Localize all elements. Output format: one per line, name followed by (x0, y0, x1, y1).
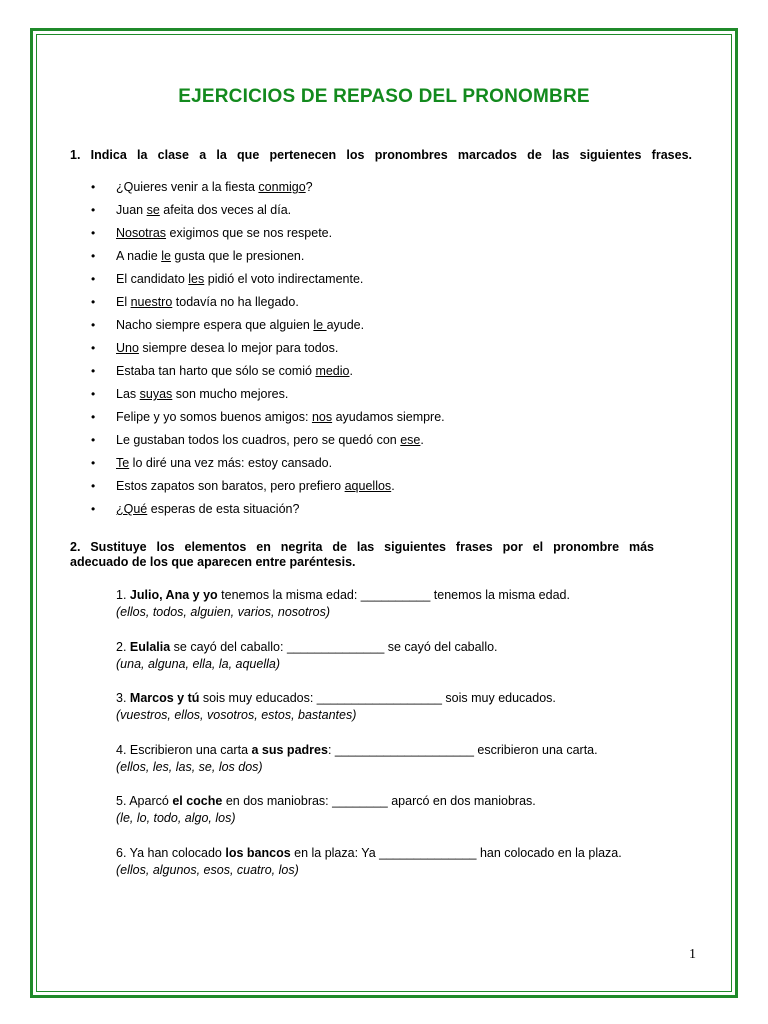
bullet-icon: • (91, 364, 96, 378)
item-number: 6. (116, 845, 130, 860)
exercise-2-list (116, 587, 622, 896)
list-item (88, 272, 445, 295)
sentence-text: ayude. (326, 318, 365, 332)
marked-pronoun: le (161, 249, 171, 263)
list-item (88, 364, 445, 387)
bullet-icon: • (91, 387, 96, 401)
page-number: 1 (689, 947, 696, 962)
sentence-text: siempre desea lo mejor para todos. (138, 341, 339, 355)
marked-pronoun: ¿Qué (116, 502, 148, 516)
list-item (88, 341, 445, 364)
sentence-text: todavía no ha llegado. (172, 295, 299, 309)
exercise-2-heading-line: adecuado de los que aparecen entre paréntesis. (70, 555, 356, 569)
list-item (88, 318, 445, 341)
bullet-icon: • (91, 249, 96, 263)
item-number: 4. (116, 742, 130, 757)
sentence-text: A nadie (116, 249, 162, 263)
marked-pronoun: les (188, 272, 205, 286)
sentence-text: . (420, 433, 424, 447)
bold-element: Julio, Ana y yo (129, 588, 218, 602)
sentence-text: : ____________________ escribieron una carta. (327, 742, 598, 757)
pronoun-options: (le, lo, todo, algo, los) (116, 811, 236, 825)
marked-pronoun: Nosotras (116, 226, 167, 240)
bold-element: a sus padres (251, 742, 328, 757)
marked-pronoun: conmigo (258, 180, 306, 194)
list-item (88, 433, 445, 456)
bullet-icon: • (91, 180, 96, 194)
sentence-text: ? (305, 180, 313, 194)
sentence-text: El candidato (116, 272, 189, 286)
list-item (88, 387, 445, 410)
exercise-sentence (116, 639, 622, 656)
pronoun-options: (ellos, les, las, se, los dos) (116, 759, 263, 774)
sentence-text: ¿Quieres venir a la fiesta (116, 180, 259, 194)
exercise-item (116, 742, 622, 794)
list-item (88, 249, 445, 272)
sentence-text: Aparcó (129, 794, 173, 808)
exercise-item (116, 587, 622, 639)
sentence-text: Las (116, 387, 140, 401)
list-item (88, 226, 445, 249)
sentence-text: El (116, 295, 131, 309)
sentence-text: se cayó del caballo: ______________ se cayó del caballo. (170, 639, 498, 654)
exercise-2-heading-line: 2. Sustituye los elementos en negrita de las siguientes frases por el pronombre más (70, 540, 654, 554)
exercise-item (116, 639, 622, 691)
marked-pronoun: Uno (116, 341, 139, 355)
bullet-icon: • (91, 410, 96, 424)
pronoun-options: (una, alguna, ella, la, aquella) (116, 656, 281, 671)
exercise-2-heading (70, 540, 654, 570)
bullet-icon: • (91, 433, 96, 447)
sentence-text: Juan (116, 203, 147, 217)
sentence-text: tenemos la misma edad: __________ tenemos la misma edad. (217, 588, 570, 602)
bullet-icon: • (91, 203, 96, 217)
sentence-text: Nacho siempre espera que alguien (116, 318, 314, 332)
item-number: 1. (116, 588, 130, 602)
pronoun-options: (ellos, algunos, esos, cuatro, los) (116, 862, 299, 877)
sentence-text: . (349, 364, 353, 378)
bullet-icon: • (91, 272, 96, 286)
marked-pronoun: ese (400, 433, 421, 447)
bullet-icon: • (91, 456, 96, 470)
exercise-item (116, 793, 622, 845)
sentence-text: son mucho mejores. (172, 387, 289, 401)
sentence-text: afeita dos veces al día. (159, 203, 292, 217)
marked-pronoun: nuestro (130, 295, 173, 309)
sentence-text: gusta que le presionen. (170, 249, 305, 263)
exercise-item (116, 845, 622, 897)
exercise-1-list (88, 180, 445, 525)
exercise-sentence (116, 587, 622, 604)
bullet-icon: • (91, 318, 96, 332)
bold-element: Eulalia (129, 639, 171, 654)
marked-pronoun: nos (311, 410, 333, 424)
list-item (88, 180, 445, 203)
sentence-text: ayudamos siempre. (332, 410, 445, 424)
sentence-text: Felipe y yo somos buenos amigos: (116, 410, 312, 424)
list-item (88, 479, 445, 502)
item-number: 3. (116, 691, 130, 705)
sentence-text: Escribieron una carta (129, 742, 252, 757)
sentence-text: Ya han colocado (129, 845, 226, 860)
item-number: 2. (116, 639, 130, 654)
marked-pronoun: suyas (139, 387, 173, 401)
exercise-sentence (116, 793, 622, 810)
list-item (88, 502, 445, 525)
bullet-icon: • (91, 479, 96, 493)
sentence-text: lo diré una vez más: estoy cansado. (129, 456, 333, 470)
sentence-text: Le gustaban todos los cuadros, pero se quedó con (116, 433, 401, 447)
exercise-sentence (116, 690, 622, 707)
pronoun-options: (ellos, todos, alguien, varios, nosotros) (116, 605, 330, 619)
list-item (88, 295, 445, 318)
exercise-sentence (116, 845, 622, 862)
sentence-text: Estaba tan harto que sólo se comió (116, 364, 316, 378)
sentence-text: en la plaza: Ya ______________ han colocado en la plaza. (290, 845, 622, 860)
bullet-icon: • (91, 226, 96, 240)
exercise-1-heading: 1. Indica la clase a la que pertenecen los pronombres marcados de las siguientes frases. (70, 148, 692, 162)
sentence-text: esperas de esta situación? (147, 502, 300, 516)
list-item (88, 456, 445, 479)
bullet-icon: • (91, 341, 96, 355)
marked-pronoun: medio (315, 364, 350, 378)
document-title: EJERCICIOS DE REPASO DEL PRONOMBRE (178, 86, 590, 107)
sentence-text: pidió el voto indirectamente. (204, 272, 364, 286)
marked-pronoun: se (146, 203, 160, 217)
exercise-item (116, 690, 622, 742)
item-number: 5. (116, 794, 130, 808)
bold-element: los bancos (225, 845, 291, 860)
marked-pronoun: aquellos (344, 479, 392, 493)
bullet-icon: • (91, 502, 96, 516)
bold-element: Marcos y tú (129, 691, 200, 705)
marked-pronoun: le (313, 318, 327, 332)
list-item (88, 410, 445, 433)
pronoun-options: (vuestros, ellos, vosotros, estos, bastantes) (116, 708, 357, 722)
sentence-text: en dos maniobras: ________ aparcó en dos maniobras. (222, 794, 536, 808)
list-item (88, 203, 445, 226)
sentence-text: sois muy educados: __________________ sois muy educados. (199, 691, 556, 705)
sentence-text: Estos zapatos son baratos, pero prefiero (116, 479, 345, 493)
marked-pronoun: Te (116, 456, 130, 470)
sentence-text: . (391, 479, 395, 493)
exercise-sentence (116, 742, 622, 759)
bullet-icon: • (91, 295, 96, 309)
bold-element: el coche (172, 794, 223, 808)
sentence-text: exigimos que se nos respete. (166, 226, 333, 240)
